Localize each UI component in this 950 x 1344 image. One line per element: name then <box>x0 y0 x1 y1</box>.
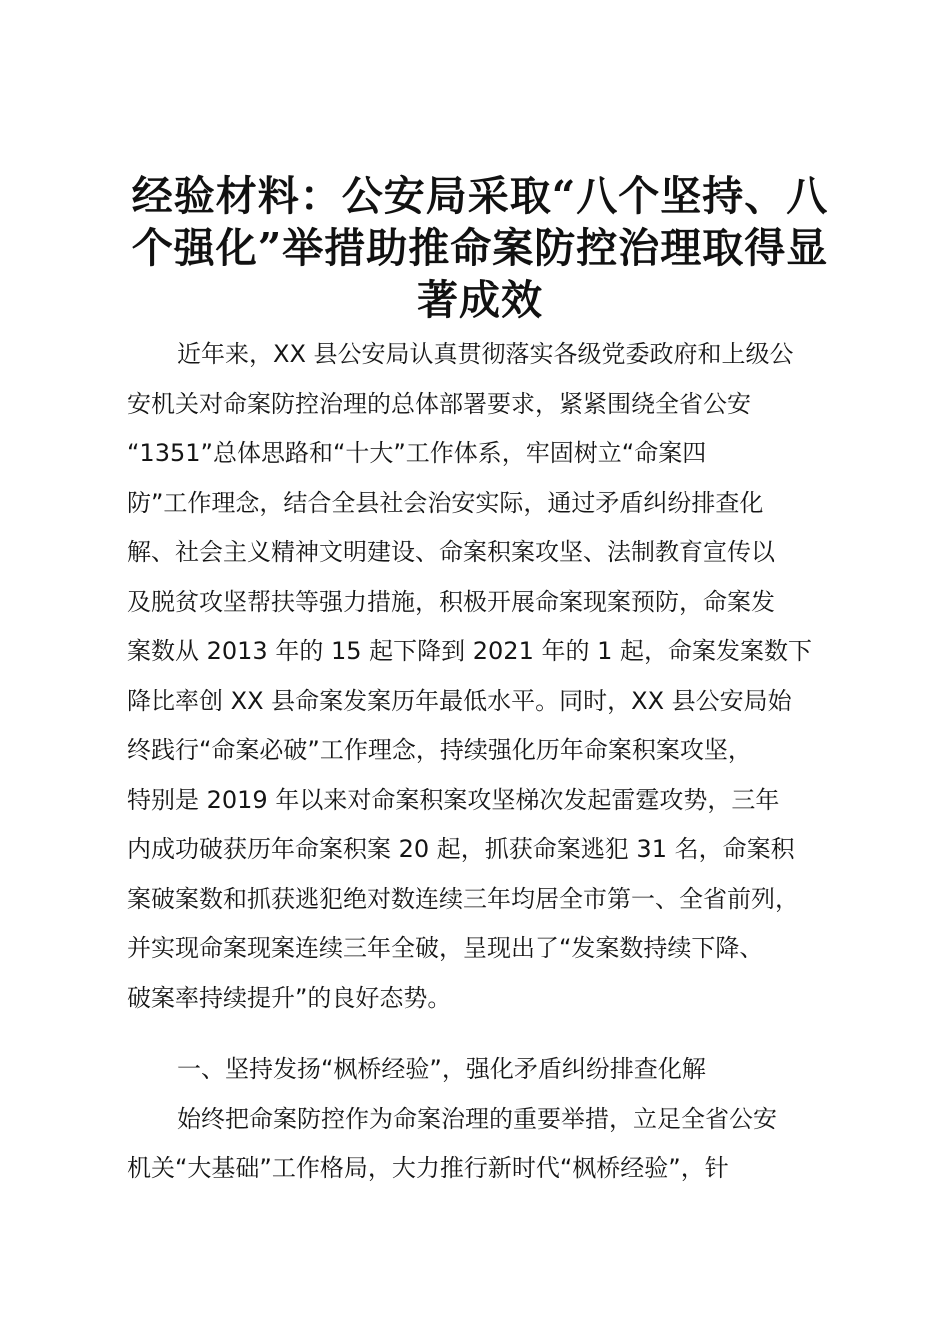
text-line: 近年来，XX 县公安局认真贯彻落实各级党委政府和上级公 <box>177 340 794 368</box>
text-line: 内成功破获历年命案积案 20 起，抓获命案逃犯 31 名，命案积 <box>127 835 795 863</box>
text-line: 并实现命案现案连续三年全破，呈现出了“发案数持续下降、 <box>127 934 764 962</box>
title-line: 著成效 <box>417 276 543 324</box>
text-line: 安机关对命案防控治理的总体部署要求，紧紧围绕全省公安 <box>127 389 751 418</box>
text-line: 降比率创 XX 县命案发案历年最低水平。同时，XX 县公安局始 <box>127 686 792 715</box>
document-body <box>127 330 862 1194</box>
text-line: 机关“大基础”工作格局，大力推行新时代“枫桥经验”，针 <box>127 1154 729 1182</box>
text-line: 特别是 2019 年以来对命案积案攻坚梯次发起雷霆攻势，三年 <box>127 785 780 814</box>
text-line: 案破案数和抓获逃犯绝对数连续三年均居全市第一、全省前列， <box>127 884 799 913</box>
text-line: 案数从 2013 年的 15 起下降到 2021 年的 1 起，命案发案数下 <box>127 637 812 665</box>
paragraph-intro <box>127 330 862 1023</box>
section-heading: 一、坚持发扬“枫桥经验”，强化矛盾纠纷排查化解 <box>177 1055 706 1083</box>
text-line: 终践行“命案必破”工作理念，持续强化历年命案积案攻坚， <box>127 736 752 764</box>
text-line: 破案率持续提升”的良好态势。 <box>127 983 452 1012</box>
document-title <box>110 170 850 326</box>
text-line: 及脱贫攻坚帮扶等强力措施，积极开展命案现案预防，命案发 <box>127 587 775 616</box>
title-line: 个强化”举措助推命案防控治理取得显 <box>131 224 829 272</box>
text-line: 始终把命案防控作为命案治理的重要举措，立足全省公安 <box>177 1104 777 1133</box>
text-line: “1351”总体思路和“十大”工作体系，牢固树立“命案四 <box>127 439 707 467</box>
title-line: 经验材料：公安局采取“八个坚持、八 <box>131 172 829 220</box>
text-line: 防”工作理念，结合全县社会治安实际，通过矛盾纠纷排查化 <box>127 488 764 517</box>
text-line: 解、社会主义精神文明建设、命案积案攻坚、法制教育宣传以 <box>127 538 775 566</box>
paragraph-section1 <box>127 1095 862 1194</box>
